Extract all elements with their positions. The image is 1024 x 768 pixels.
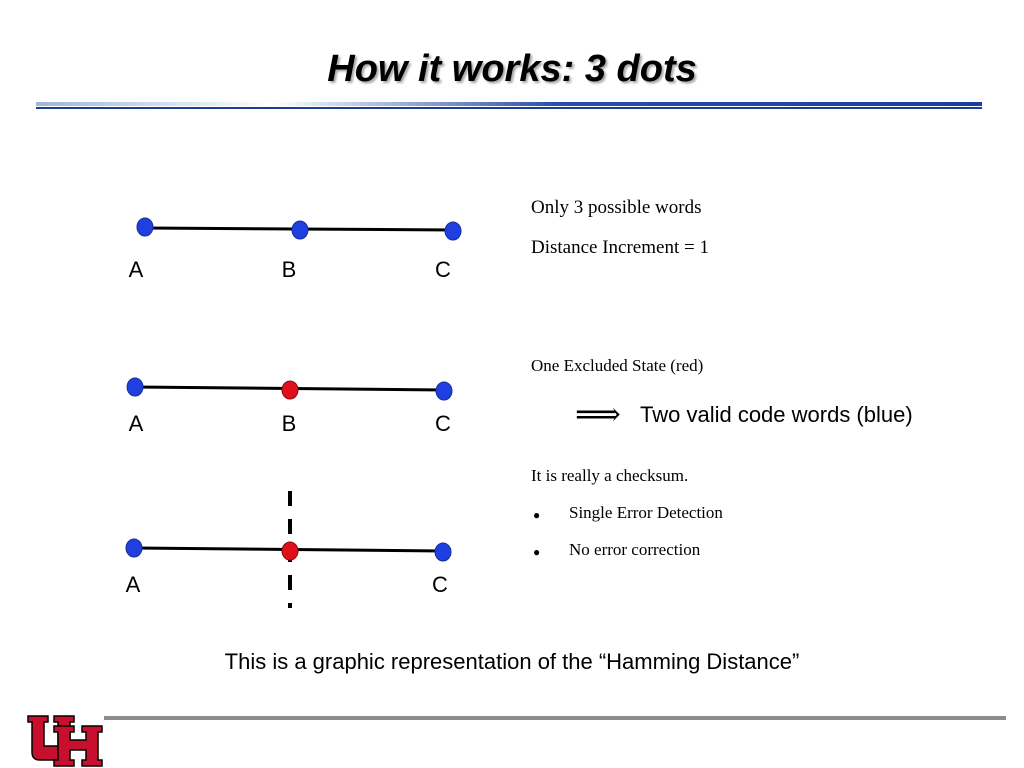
note-distance-increment: Distance Increment = 1 — [531, 237, 709, 258]
row1-dot-c — [445, 222, 461, 240]
note-possible-words: Only 3 possible words — [531, 197, 702, 218]
row1-label-b: B — [281, 257, 297, 282]
row1-dot-b — [292, 221, 308, 239]
bullet-single-error-detection: Single Error Detection — [569, 503, 723, 522]
footer-caption: This is a graphic representation of the “Hamming Distance” — [224, 649, 800, 674]
note-excluded-state: One Excluded State (red) — [531, 356, 704, 375]
note-valid-code-words: Two valid code words (blue) — [640, 402, 913, 427]
row3-label-c: C — [432, 572, 448, 597]
row2-dot-b-excluded — [282, 381, 298, 399]
row1-dot-a — [137, 218, 153, 236]
row2-label-b: B — [281, 411, 297, 436]
row2-label-c: C — [435, 411, 451, 436]
bullet-no-error-correction: No error correction — [569, 540, 701, 559]
note-checksum: It is really a checksum. — [531, 466, 689, 485]
uh-logo — [24, 712, 104, 768]
row2-dot-c — [436, 382, 452, 400]
row1-label-c: C — [435, 257, 451, 282]
row2-label-a: A — [128, 411, 144, 436]
row3-dot-a — [126, 539, 142, 557]
implies-arrow-icon: ⟹ — [575, 395, 621, 433]
slide-title: How it works: 3 dots — [327, 48, 697, 90]
bullet-dot-icon: ● — [533, 545, 541, 559]
row1-label-a: A — [128, 257, 144, 282]
footer-divider — [104, 716, 1006, 720]
row3-label-a: A — [125, 572, 141, 597]
row2-dot-a — [127, 378, 143, 396]
row3-dot-c — [435, 543, 451, 561]
row3-dot-middle-excluded — [282, 542, 298, 560]
bullet-dot-icon: ● — [533, 508, 541, 522]
